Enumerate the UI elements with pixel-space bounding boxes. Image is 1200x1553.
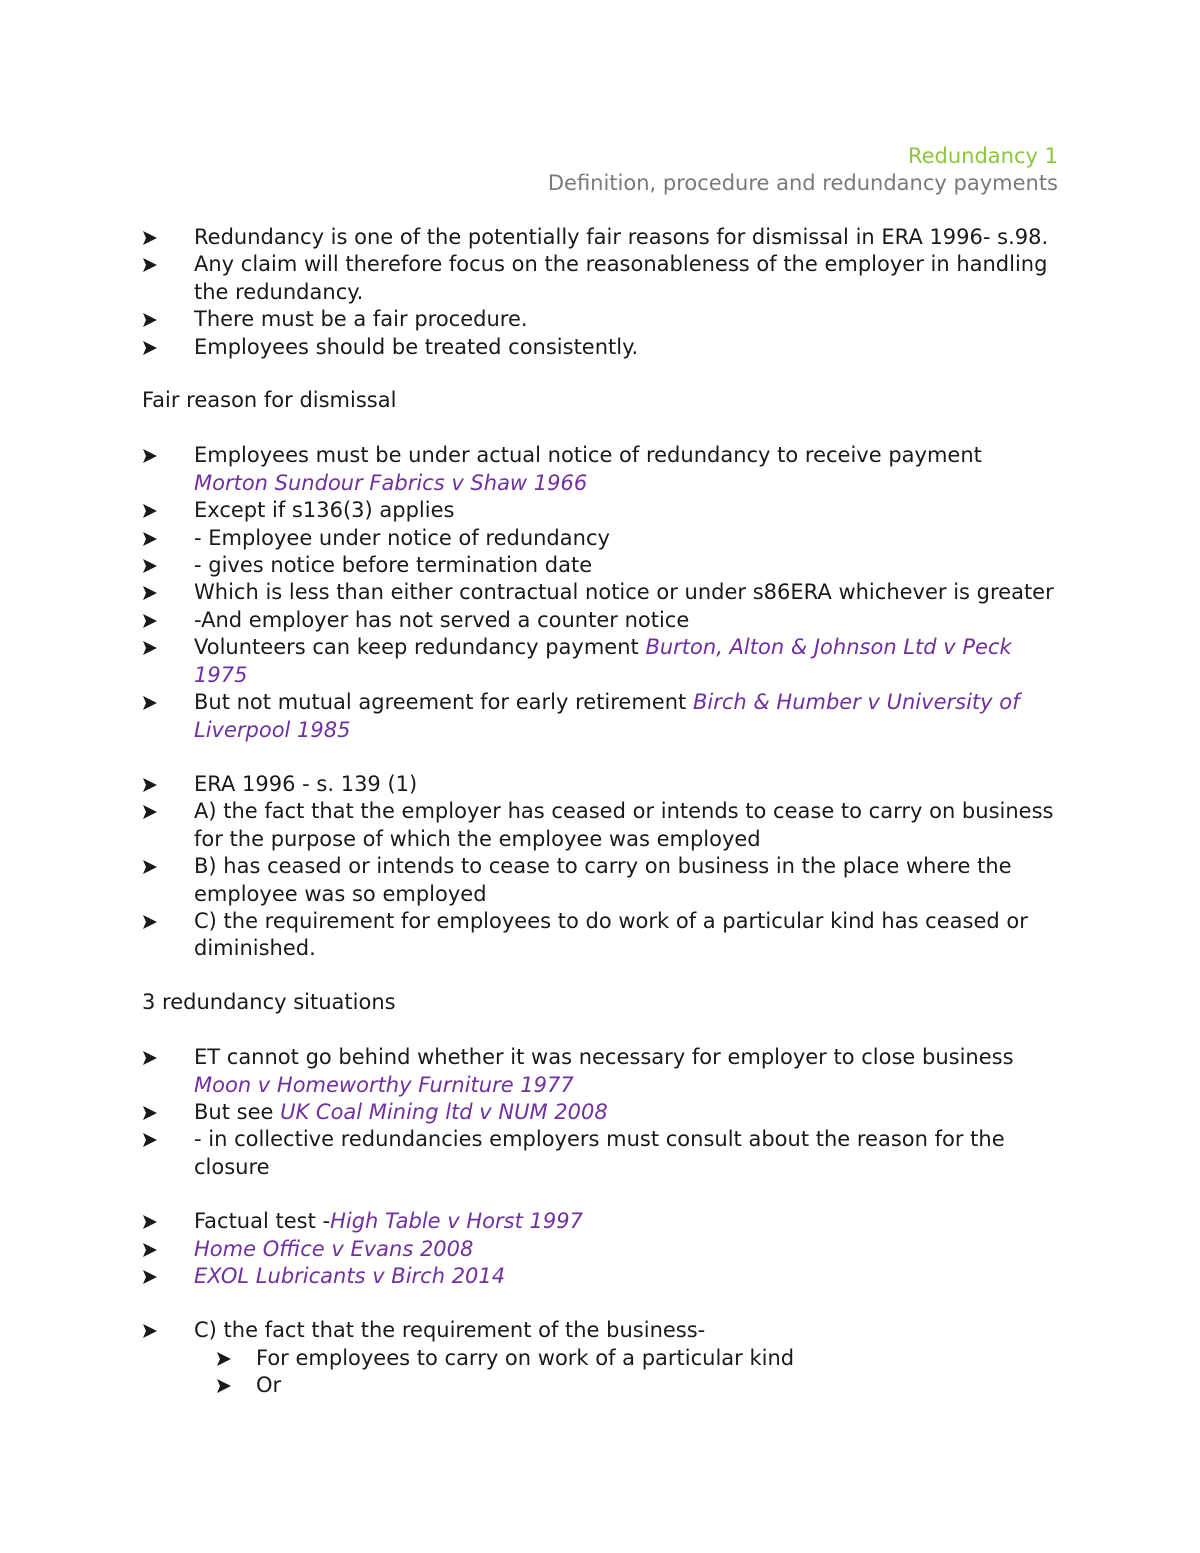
era-s139-list xyxy=(142,771,1062,963)
list-item: Or xyxy=(142,1372,1062,1399)
requirement-sublist xyxy=(142,1345,1062,1400)
list-item: But see UK Coal Mining ltd v NUM 2008 xyxy=(142,1099,1062,1126)
spacer xyxy=(142,1290,1062,1317)
case-citation: Moon v Homeworthy Furniture 1977 xyxy=(194,1072,574,1097)
right-triangle-arrow-icon xyxy=(142,503,158,519)
right-triangle-arrow-icon xyxy=(142,914,158,930)
right-triangle-arrow-icon xyxy=(142,230,158,246)
list-item: Which is less than either contractual notice or under s86ERA whichever is greater xyxy=(142,579,1062,606)
case-citation: Morton Sundour Fabrics v Shaw 1966 xyxy=(194,470,588,495)
list-item xyxy=(142,1263,1062,1290)
requirement-list xyxy=(142,1317,1062,1344)
right-triangle-arrow-icon xyxy=(142,257,158,273)
right-triangle-arrow-icon xyxy=(142,777,158,793)
right-triangle-arrow-icon xyxy=(142,804,158,820)
right-triangle-arrow-icon xyxy=(142,531,158,547)
right-triangle-arrow-icon xyxy=(142,640,158,656)
section-heading: Fair reason for dismissal xyxy=(142,388,397,413)
right-triangle-arrow-icon xyxy=(142,1105,158,1121)
right-triangle-arrow-icon xyxy=(142,448,158,464)
document-body xyxy=(142,224,1062,1400)
right-triangle-arrow-icon xyxy=(142,1269,158,1285)
list-item: There must be a fair procedure. xyxy=(142,306,1062,333)
right-triangle-arrow-icon xyxy=(142,312,158,328)
right-triangle-arrow-icon xyxy=(142,558,158,574)
right-triangle-arrow-icon xyxy=(142,340,158,356)
list-item: A) the fact that the employer has ceased or intends to cease to carry on business for the purpose of which the employee was employed xyxy=(142,798,1062,853)
list-item: - gives notice before termination date xyxy=(142,552,1062,579)
right-triangle-arrow-icon xyxy=(142,1050,158,1066)
list-item: C) the requirement for employees to do work of a particular kind has ceased or diminished. xyxy=(142,908,1062,963)
case-citation: Burton, Alton & Johnson Ltd v Peck 1975 xyxy=(194,635,1012,687)
list-item: ET cannot go behind whether it was necessary for employer to close business Moon v Homeworthy Furniture 1977 xyxy=(142,1044,1062,1099)
case-citation: UK Coal Mining ltd v NUM 2008 xyxy=(280,1099,608,1124)
spacer xyxy=(142,744,1062,771)
right-triangle-arrow-icon xyxy=(216,1378,232,1394)
list-item xyxy=(142,1236,1062,1263)
right-triangle-arrow-icon xyxy=(142,859,158,875)
list-item: - Employee under notice of redundancy xyxy=(142,525,1062,552)
right-triangle-arrow-icon xyxy=(142,1242,158,1258)
right-triangle-arrow-icon xyxy=(142,695,158,711)
page-subtitle: Definition, procedure and redundancy payments xyxy=(547,171,1058,195)
section-heading: 3 redundancy situations xyxy=(142,989,396,1014)
list-item: Volunteers can keep redundancy payment Burton, Alton & Johnson Ltd v Peck 1975 xyxy=(142,634,1062,689)
list-item: Factual test -High Table v Horst 1997 xyxy=(142,1208,1062,1235)
factual-test-list xyxy=(142,1208,1062,1290)
intro-list xyxy=(142,224,1062,361)
right-triangle-arrow-icon xyxy=(142,1323,158,1339)
page-title: Redundancy 1 xyxy=(907,144,1058,168)
list-item: C) the fact that the requirement of the business- xyxy=(142,1317,1062,1344)
list-item: Employees must be under actual notice of redundancy to receive payment Morton Sundour Fabrics v Shaw 1966 xyxy=(142,442,1062,497)
case-citation: Home Office v Evans 2008 xyxy=(194,1236,474,1261)
list-item: ERA 1996 - s. 139 (1) xyxy=(142,771,1062,798)
list-item: -And employer has not served a counter notice xyxy=(142,607,1062,634)
case-citation: High Table v Horst 1997 xyxy=(330,1209,583,1234)
list-item: Redundancy is one of the potentially fair reasons for dismissal in ERA 1996- s.98. xyxy=(142,224,1062,251)
spacer xyxy=(142,1181,1062,1208)
list-item: Employees should be treated consistently. xyxy=(142,334,1062,361)
redundancy-situations-list xyxy=(142,1044,1062,1181)
list-item: For employees to carry on work of a particular kind xyxy=(142,1345,1062,1372)
list-item: B) has ceased or intends to cease to carry on business in the place where the employee was so employed xyxy=(142,853,1062,908)
fair-reason-list xyxy=(142,442,1062,743)
case-citation: Birch & Humber v University of Liverpool 1985 xyxy=(194,690,1020,742)
document-header xyxy=(548,143,1058,197)
list-item: Any claim will therefore focus on the reasonableness of the employer in handling the redundancy. xyxy=(142,251,1062,306)
right-triangle-arrow-icon xyxy=(142,1214,158,1230)
list-item: Except if s136(3) applies xyxy=(142,497,1062,524)
right-triangle-arrow-icon xyxy=(142,1132,158,1148)
list-item: - in collective redundancies employers must consult about the reason for the closure xyxy=(142,1126,1062,1181)
case-citation: EXOL Lubricants v Birch 2014 xyxy=(194,1264,506,1288)
right-triangle-arrow-icon xyxy=(142,585,158,601)
right-triangle-arrow-icon xyxy=(216,1351,232,1367)
right-triangle-arrow-icon xyxy=(142,613,158,629)
list-item: But not mutual agreement for early retirement Birch & Humber v University of Liverpool 1985 xyxy=(142,689,1062,744)
